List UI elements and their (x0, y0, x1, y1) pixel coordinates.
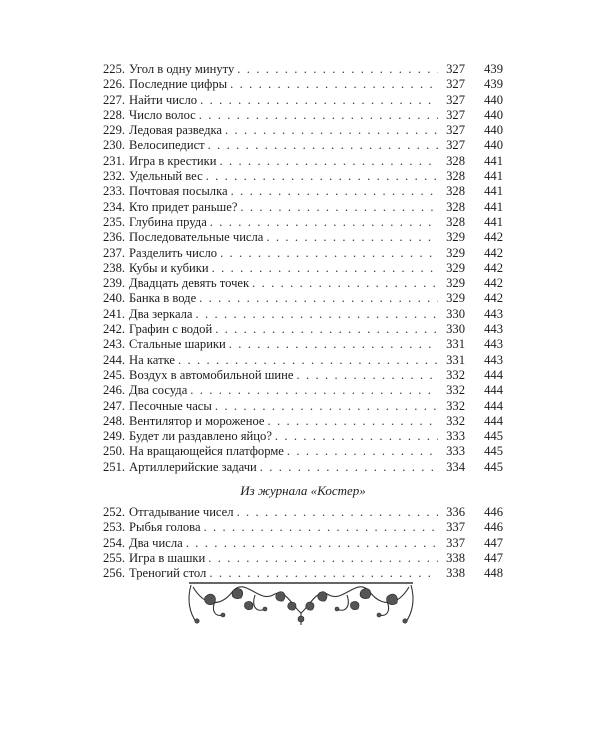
entry-number: 228. (103, 107, 126, 122)
toc-entry (103, 536, 503, 551)
entry-answer-page: 441 (484, 153, 503, 168)
entry-page: 332 (446, 383, 465, 398)
toc-entry (103, 520, 503, 535)
toc-entry (103, 276, 503, 291)
entry-number: 251. (103, 459, 126, 474)
entry-page: 327 (446, 92, 465, 107)
toc-entry (103, 368, 503, 383)
entry-title: Число волос (129, 107, 196, 122)
dot-leader (229, 337, 438, 352)
dot-leader (287, 444, 438, 459)
entry-number: 225. (103, 62, 126, 76)
entry-number: 253. (103, 520, 126, 535)
entry-title: Ледовая разведка (129, 123, 223, 138)
entry-page: 327 (446, 77, 465, 92)
toc-entry (103, 261, 503, 276)
toc-entry (103, 184, 503, 199)
toc-entry (103, 123, 503, 138)
entry-title: Вентилятор и мороженое (129, 413, 265, 428)
dot-leader (237, 505, 438, 520)
dot-leader (252, 276, 438, 291)
entry-page: 333 (446, 444, 465, 459)
dot-leader (231, 184, 438, 199)
entry-number: 242. (103, 322, 126, 337)
entry-page: 327 (446, 123, 465, 138)
entry-page: 328 (446, 153, 465, 168)
entry-title: На катке (129, 352, 175, 367)
entry-answer-page: 440 (484, 138, 503, 153)
entry-title: Два сосуда (129, 383, 188, 398)
entry-answer-page: 445 (484, 444, 503, 459)
toc-entry (103, 307, 503, 322)
entry-answer-page: 442 (484, 260, 503, 275)
entry-page: 327 (446, 138, 465, 153)
entry-title: Двадцать девять точек (129, 276, 250, 291)
dot-leader (237, 62, 438, 77)
entry-number: 229. (103, 123, 126, 138)
entry-page: 332 (446, 398, 465, 413)
entry-number: 245. (103, 367, 126, 382)
entry-number: 247. (103, 398, 126, 413)
entry-title: Будет ли раздавлено яйцо? (129, 429, 272, 444)
entry-answer-page: 446 (484, 520, 503, 535)
entry-title: Найти число (129, 92, 198, 107)
dot-leader (297, 368, 439, 383)
entry-answer-page: 444 (484, 398, 503, 413)
toc-entry (103, 505, 503, 520)
toc-entry (103, 200, 503, 215)
toc-entry (103, 414, 503, 429)
entry-page: 327 (446, 62, 465, 76)
entry-title: Два зеркала (129, 306, 193, 321)
entry-title: Отгадывание чисел (129, 505, 234, 520)
entry-number: 240. (103, 291, 126, 306)
entry-number: 250. (103, 444, 126, 459)
toc-entry (103, 169, 503, 184)
dot-leader (178, 353, 438, 368)
table-of-contents (103, 62, 503, 582)
dot-leader (206, 169, 438, 184)
dot-leader (199, 108, 438, 123)
entry-number: 234. (103, 199, 126, 214)
entry-title: Два числа (129, 535, 183, 550)
entry-title: Кубы и кубики (129, 260, 209, 275)
dot-leader (275, 429, 438, 444)
entry-answer-page: 444 (484, 383, 503, 398)
toc-entry (103, 444, 503, 459)
entry-page: 331 (446, 352, 465, 367)
dot-leader (204, 520, 438, 535)
entry-page: 338 (446, 550, 465, 565)
entry-title: Велосипедист (129, 138, 205, 153)
toc-entry (103, 460, 503, 475)
entry-number: 237. (103, 245, 126, 260)
entry-page: 329 (446, 245, 465, 260)
dot-leader (208, 551, 438, 566)
dot-leader (190, 383, 438, 398)
entry-answer-page: 448 (484, 566, 503, 581)
entry-title: Банка в воде (129, 291, 197, 306)
entry-number: 236. (103, 230, 126, 245)
entry-page: 333 (446, 429, 465, 444)
entry-answer-page: 441 (484, 214, 503, 229)
dot-leader (260, 460, 438, 475)
entry-page: 327 (446, 107, 465, 122)
entry-answer-page: 443 (484, 306, 503, 321)
dot-leader (210, 215, 438, 230)
entry-answer-page: 444 (484, 367, 503, 382)
toc-entry (103, 246, 503, 261)
entry-title: Угол в одну минуту (129, 62, 235, 76)
toc-entry (103, 353, 503, 368)
toc-entry (103, 62, 503, 77)
dot-leader (230, 77, 438, 92)
entry-number: 256. (103, 566, 126, 581)
toc-entry (103, 108, 503, 123)
entry-answer-page: 445 (484, 459, 503, 474)
entry-page: 332 (446, 413, 465, 428)
section-title: Из журнала «Костер» (240, 483, 366, 499)
entry-page: 328 (446, 214, 465, 229)
entry-page: 330 (446, 306, 465, 321)
entry-title: Глубина пруда (129, 214, 207, 229)
entry-answer-page: 442 (484, 291, 503, 306)
entry-title: Кто придет раньше? (129, 199, 238, 214)
toc-entry (103, 322, 503, 337)
entry-answer-page: 443 (484, 337, 503, 352)
entry-number: 254. (103, 535, 126, 550)
entry-page: 328 (446, 184, 465, 199)
entry-answer-page: 444 (484, 413, 503, 428)
entry-number: 255. (103, 550, 126, 565)
toc-entry (103, 383, 503, 398)
entry-answer-page: 447 (484, 550, 503, 565)
entry-page: 337 (446, 520, 465, 535)
entry-number: 235. (103, 214, 126, 229)
entry-page: 328 (446, 199, 465, 214)
entry-page: 329 (446, 291, 465, 306)
dot-leader (186, 536, 438, 551)
vine-ornament-icon (185, 573, 417, 629)
toc-entry (103, 551, 503, 566)
dot-leader (196, 307, 438, 322)
toc-entry (103, 154, 503, 169)
entry-title: Удельный вес (129, 169, 203, 184)
entry-number: 238. (103, 260, 126, 275)
toc-entry (103, 93, 503, 108)
toc-entry (103, 138, 503, 153)
entry-page: 331 (446, 337, 465, 352)
entry-number: 246. (103, 383, 126, 398)
entry-title: Игра в шашки (129, 550, 206, 565)
dot-leader (200, 93, 438, 108)
entry-page: 336 (446, 505, 465, 520)
entry-page: 332 (446, 367, 465, 382)
entry-answer-page: 441 (484, 169, 503, 184)
entry-title: Последние цифры (129, 77, 228, 92)
entry-title: Графин с водой (129, 322, 213, 337)
entry-page: 334 (446, 459, 465, 474)
entry-answer-page: 440 (484, 92, 503, 107)
entry-title: Рыбья голова (129, 520, 201, 535)
entry-number: 248. (103, 413, 126, 428)
entry-answer-page: 441 (484, 184, 503, 199)
toc-entry (103, 429, 503, 444)
entry-page: 329 (446, 260, 465, 275)
entry-title: Воздух в автомобильной шине (129, 367, 294, 382)
toc-entry (103, 399, 503, 414)
toc-entry (103, 337, 503, 352)
entry-answer-page: 443 (484, 322, 503, 337)
entry-title: Песочные часы (129, 398, 212, 413)
entry-answer-page: 441 (484, 199, 503, 214)
entry-number: 227. (103, 92, 126, 107)
toc-list-koster (103, 505, 503, 581)
toc-entry (103, 291, 503, 306)
toc-list-main (103, 62, 503, 475)
entry-page: 328 (446, 169, 465, 184)
toc-entry (103, 215, 503, 230)
entry-page: 329 (446, 230, 465, 245)
entry-title: На вращающейся платформе (129, 444, 284, 459)
entry-number: 232. (103, 169, 126, 184)
entry-number: 226. (103, 77, 126, 92)
toc-entry (103, 230, 503, 245)
entry-answer-page: 440 (484, 123, 503, 138)
entry-answer-page: 442 (484, 245, 503, 260)
entry-answer-page: 443 (484, 352, 503, 367)
entry-number: 239. (103, 276, 126, 291)
entry-title: Разделить число (129, 245, 218, 260)
dot-leader (266, 230, 438, 245)
dot-leader (268, 414, 438, 429)
entry-page: 337 (446, 535, 465, 550)
entry-number: 230. (103, 138, 126, 153)
dot-leader (225, 123, 438, 138)
entry-answer-page: 446 (484, 505, 503, 520)
entry-answer-page: 445 (484, 429, 503, 444)
entry-answer-page: 442 (484, 230, 503, 245)
entry-answer-page: 442 (484, 276, 503, 291)
entry-answer-page: 447 (484, 535, 503, 550)
entry-number: 252. (103, 505, 126, 520)
dot-leader (199, 291, 438, 306)
entry-answer-page: 439 (484, 62, 503, 76)
entry-title: Стальные шарики (129, 337, 226, 352)
entry-number: 233. (103, 184, 126, 199)
dot-leader (208, 138, 438, 153)
toc-entry (103, 77, 503, 92)
entry-title: Треногий стол (129, 566, 207, 581)
entry-number: 243. (103, 337, 126, 352)
entry-title: Почтовая посылка (129, 184, 228, 199)
entry-page: 329 (446, 276, 465, 291)
dot-leader (215, 322, 438, 337)
dot-leader (212, 261, 438, 276)
entry-page: 330 (446, 322, 465, 337)
entry-number: 231. (103, 153, 126, 168)
dot-leader (215, 399, 438, 414)
entry-number: 249. (103, 429, 126, 444)
entry-title: Последовательные числа (129, 230, 264, 245)
dot-leader (219, 154, 438, 169)
dot-leader (240, 200, 438, 215)
entry-answer-page: 439 (484, 77, 503, 92)
entry-number: 241. (103, 306, 126, 321)
entry-title: Игра в крестики (129, 153, 217, 168)
dot-leader (220, 246, 438, 261)
entry-answer-page: 440 (484, 107, 503, 122)
entry-title: Артиллерийские задачи (129, 459, 257, 474)
entry-number: 244. (103, 352, 126, 367)
entry-page: 338 (446, 566, 465, 581)
